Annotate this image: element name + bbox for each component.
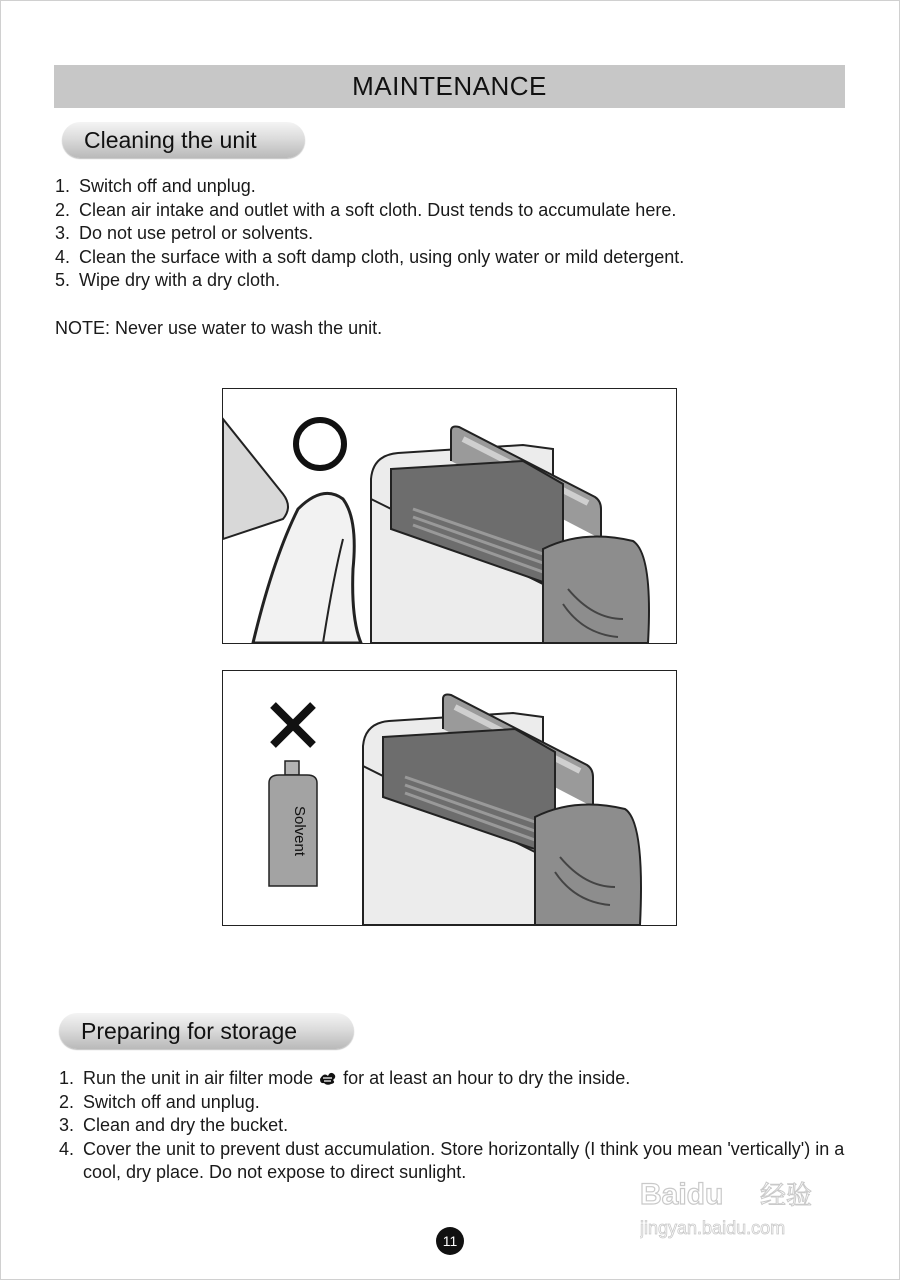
step-text: Wipe dry with a dry cloth.: [79, 270, 281, 290]
page-number: 11: [436, 1227, 464, 1255]
watermark-brand-cn: 经验: [760, 1181, 813, 1211]
air-filter-mode-icon: [318, 1070, 338, 1086]
list-item: [59, 1091, 849, 1115]
step-number: 2.: [55, 199, 71, 220]
storage-steps-list: [59, 1067, 849, 1185]
illustration-no-solvent: [222, 670, 677, 926]
solvent-can: [269, 761, 317, 886]
step-text-part: Run the unit in air filter mode: [83, 1068, 314, 1088]
dehumidifier-cloth-drawing: [223, 389, 676, 643]
watermark-brand: Baidu: [640, 1178, 724, 1211]
step-number: 2.: [59, 1091, 75, 1112]
solvent-label: Solvent: [291, 805, 308, 857]
step-number: 1.: [55, 176, 71, 196]
cleaning-section-heading: Cleaning the unit: [62, 122, 305, 158]
baidu-watermark: [640, 1172, 850, 1242]
step-text: Cover the unit to prevent dust accumulation. Store horizontally (I think you mean 'vertically') in a cool, dry place. Do not expose to direct sunlight.: [83, 1138, 845, 1182]
step-text: Clean the surface with a soft damp cloth, using only water or mild detergent.: [79, 246, 685, 267]
step-number: 1.: [59, 1068, 75, 1088]
list-item: [55, 269, 855, 293]
step-text: [83, 1067, 630, 1091]
illustration-wipe-with-cloth: [222, 388, 677, 644]
step-number: 3.: [55, 223, 71, 243]
step-text: Do not use petrol or solvents.: [79, 223, 314, 243]
cross-icon: [273, 705, 313, 745]
step-number: 4.: [59, 1138, 75, 1159]
step-number: 4.: [55, 246, 71, 267]
step-text: Switch off and unplug.: [83, 1091, 260, 1112]
list-item: [55, 246, 855, 270]
circle-ok-icon: [296, 420, 344, 468]
list-item: [55, 175, 855, 199]
cleaning-note: NOTE: Never use water to wash the unit.: [55, 318, 383, 338]
step-text: Clean air intake and outlet with a soft cloth. Dust tends to accumulate here.: [79, 199, 677, 220]
step-text-part: for at least an hour to dry the inside.: [338, 1068, 631, 1088]
step-text: Clean and dry the bucket.: [83, 1115, 289, 1135]
step-number: 5.: [55, 270, 71, 290]
step-number: 3.: [59, 1115, 75, 1135]
step-text: Switch off and unplug.: [79, 176, 256, 196]
dehumidifier-solvent-drawing: [223, 671, 676, 925]
storage-section-heading: Preparing for storage: [59, 1013, 354, 1049]
page-title: MAINTENANCE: [54, 65, 845, 108]
list-item: [55, 222, 855, 246]
cleaning-steps-list: [55, 175, 855, 293]
list-item: [55, 199, 855, 223]
list-item: [59, 1067, 849, 1091]
watermark-url: jingyan.baidu.com: [640, 1218, 786, 1238]
list-item: [59, 1114, 849, 1138]
